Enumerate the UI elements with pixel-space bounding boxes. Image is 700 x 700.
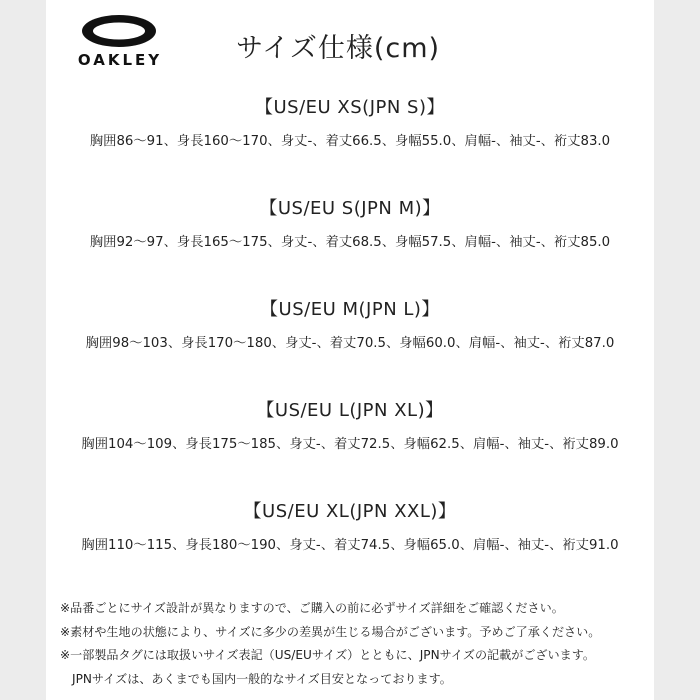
size-spec: 胸囲92～97、身長165～175、身丈-、着丈68.5、身幅57.5、肩幅-、袖丈-、裄丈85.0 [89, 235, 611, 250]
size-heading: 【US/EU L(JPN XL)】 [256, 400, 444, 421]
notes-section [60, 597, 650, 691]
size-heading: 【US/EU M(JPN L)】 [260, 299, 440, 320]
brand-logo [60, 14, 180, 69]
note-line: ※品番ごとにサイズ設計が異なりますので、ご購入の前に必ずサイズ詳細をご確認ください。 [60, 601, 564, 615]
size-spec: 胸囲98～103、身長170～180、身丈-、着丈70.5、身幅60.0、肩幅-、袖丈-、裄丈87.0 [85, 336, 615, 351]
size-spec: 胸囲110～115、身長180～190、身丈-、着丈74.5、身幅65.0、肩幅-、袖丈-、裄丈91.0 [81, 538, 619, 553]
size-block-m [46, 298, 654, 354]
oakley-ellipse-icon [80, 14, 158, 48]
size-block-xl [46, 500, 654, 556]
note-line: ※一部製品タグには取扱いサイズ表記（US/EUサイズ）とともに、JPNサイズの記載がございます。 [60, 648, 595, 662]
size-heading: 【US/EU S(JPN M)】 [259, 198, 441, 219]
size-spec: 胸囲104～109、身長175～185、身丈-、着丈72.5、身幅62.5、肩幅-、袖丈-、裄丈89.0 [81, 437, 619, 452]
brand-logo-text: OAKLEY [77, 51, 163, 69]
size-block-s [46, 197, 654, 253]
size-block-l [46, 399, 654, 455]
size-spec: 胸囲86～91、身長160～170、身丈-、着丈66.5、身幅55.0、肩幅-、袖丈-、裄丈83.0 [89, 134, 611, 149]
size-block-xs [46, 96, 654, 152]
note-line: JPNサイズは、あくまでも国内一般的なサイズ目安となっております。 [72, 671, 452, 686]
size-heading: 【US/EU XS(JPN S)】 [254, 97, 445, 118]
size-heading: 【US/EU XL(JPN XXL)】 [243, 501, 457, 522]
note-line: ※素材や生地の状態により、サイズに多少の差異が生じる場合がございます。予めご了承ください。 [60, 624, 601, 639]
page-title: サイズ仕様(cm) [236, 33, 441, 64]
